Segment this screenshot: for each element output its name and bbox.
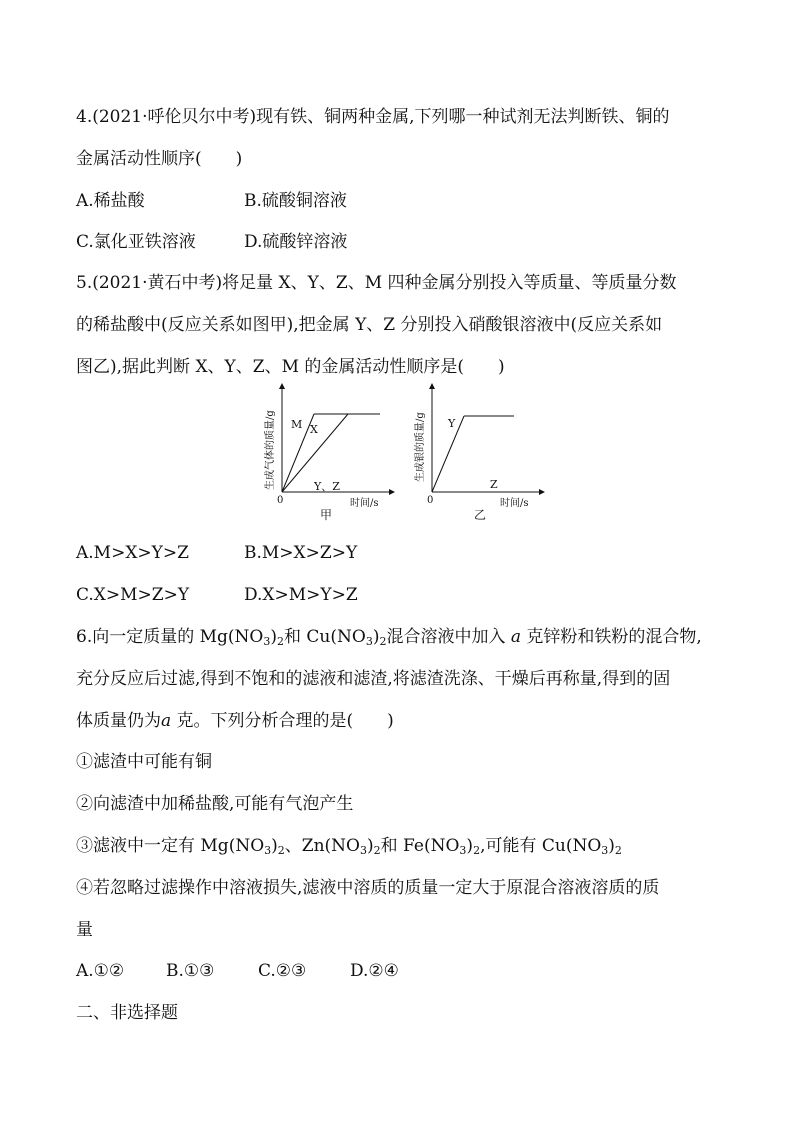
q6-statement-1: ①滤渣中可能有铜 <box>76 752 212 772</box>
q6-s3-part6: ) <box>466 836 474 856</box>
q6-stem-line3 <box>76 709 394 733</box>
q6-option-d: D.②④ <box>350 961 399 981</box>
q5-option-b: B.M>X>Z>Y <box>244 543 358 563</box>
q6-var-a-2: a <box>161 711 172 731</box>
jia-label-yz: Y、Z <box>314 480 340 493</box>
q6-s3-sub2-d: 2 <box>614 844 622 857</box>
q6-option-a: A.①② <box>76 961 125 981</box>
q6-sub3-b: 3 <box>365 635 373 648</box>
graph-jia <box>258 382 398 524</box>
jia-origin: 0 <box>277 495 284 506</box>
q6-s3-part4: ) <box>367 836 374 856</box>
q6-line3-part2: 克。下列分析合理的是( ) <box>171 711 394 731</box>
q6-s3-sub3-d: 3 <box>601 844 609 857</box>
q6-stem-line2: 充分反应后过滤,得到不饱和的滤液和滤渣,将滤渣洗涤、干燥后再称量,得到的固 <box>76 669 671 689</box>
graph-yi <box>408 382 548 524</box>
q6-option-c: C.②③ <box>258 961 307 981</box>
q6-s3-sub2-c: 2 <box>473 844 481 857</box>
yi-label-z: Z <box>490 478 498 491</box>
yi-label-y: Y <box>448 417 456 430</box>
q6-line1-part1: 6.向一定质量的 Mg(NO <box>76 627 264 647</box>
q6-statement-4-line2: 量 <box>76 920 93 940</box>
q4-option-b: B.硫酸铜溶液 <box>244 191 347 211</box>
jia-xlabel: 时间/s <box>350 498 379 509</box>
q6-statement-3 <box>76 834 622 858</box>
q6-var-a: a <box>510 627 521 647</box>
q6-s3-sub2-b: 2 <box>373 844 381 857</box>
q6-s3-part2: ) <box>271 836 278 856</box>
section-heading: 二、非选择题 <box>76 1003 178 1023</box>
q6-statement-4-line1: ④若忽略过滤操作中溶液损失,滤液中溶质的质量一定大于原混合溶液溶质的质 <box>76 878 660 898</box>
q5-option-a: A.M>X>Y>Z <box>76 543 189 563</box>
q6-sub2-b: 2 <box>379 635 387 648</box>
q6-line1-part4: ) <box>372 627 380 647</box>
q5-option-c: C.X>M>Z>Y <box>76 585 190 605</box>
q5-stem-line3: 图乙),据此判断 X、Y、Z、M 的金属活动性顺序是( ) <box>76 357 505 377</box>
q4-stem-line1: 4.(2021·呼伦贝尔中考)现有铁、铜两种金属,下列哪一种试剂无法判断铁、铜的 <box>76 107 670 127</box>
jia-ylabel: 生成气体的质量/g <box>265 410 276 490</box>
yi-xlabel: 时间/s <box>500 498 529 509</box>
q6-option-b: B.①③ <box>166 961 215 981</box>
yi-origin: 0 <box>427 495 434 506</box>
q6-line3-part1: 体质量仍为 <box>76 711 161 731</box>
yi-caption: 乙 <box>474 508 487 522</box>
q4-option-a: A.稀盐酸 <box>76 191 145 211</box>
q6-sub2-a: 2 <box>277 635 284 648</box>
q6-s3-part5: 和 Fe(NO <box>380 836 460 856</box>
q6-line1-part3: 和 Cu(NO <box>284 627 366 647</box>
q6-s3-sub3-a: 3 <box>264 844 272 857</box>
q6-sub3-a: 3 <box>263 635 271 648</box>
q6-s3-sub2-a: 2 <box>277 844 285 857</box>
q6-line1-part2: ) <box>270 627 277 647</box>
q6-s3-part8: ) <box>608 836 615 856</box>
q6-s3-part3: 、Zn(NO <box>284 836 360 856</box>
yi-ylabel: 生成银的质量/g <box>415 412 426 482</box>
jia-caption: 甲 <box>320 508 333 522</box>
q6-stem-line1 <box>76 625 702 649</box>
q4-stem-line2: 金属活动性顺序( ) <box>76 149 243 169</box>
jia-label-x: X <box>310 423 318 436</box>
q6-line1-part6: 克锌粉和铁粉的混合物, <box>521 627 702 647</box>
q6-line1-part5: 混合溶液中加入 <box>386 627 511 647</box>
q6-s3-part7: ,可能有 Cu(NO <box>480 836 602 856</box>
q4-option-c: C.氯化亚铁溶液 <box>76 232 196 252</box>
q5-stem-line1: 5.(2021·黄石中考)将足量 X、Y、Z、M 四种金属分别投入等质量、等质量分数 <box>76 273 677 293</box>
q5-option-d: D.X>M>Y>Z <box>244 585 358 605</box>
q4-option-d: D.硫酸锌溶液 <box>244 232 348 252</box>
q6-s3-sub3-b: 3 <box>360 844 367 857</box>
q6-statement-2: ②向滤渣中加稀盐酸,可能有气泡产生 <box>76 794 354 814</box>
q6-s3-part1: ③滤液中一定有 Mg(NO <box>76 836 265 856</box>
jia-label-m: M <box>291 418 303 431</box>
q6-s3-sub3-c: 3 <box>459 844 467 857</box>
q5-stem-line2: 的稀盐酸中(反应关系如图甲),把金属 Y、Z 分别投入硝酸银溶液中(反应关系如 <box>76 315 663 335</box>
